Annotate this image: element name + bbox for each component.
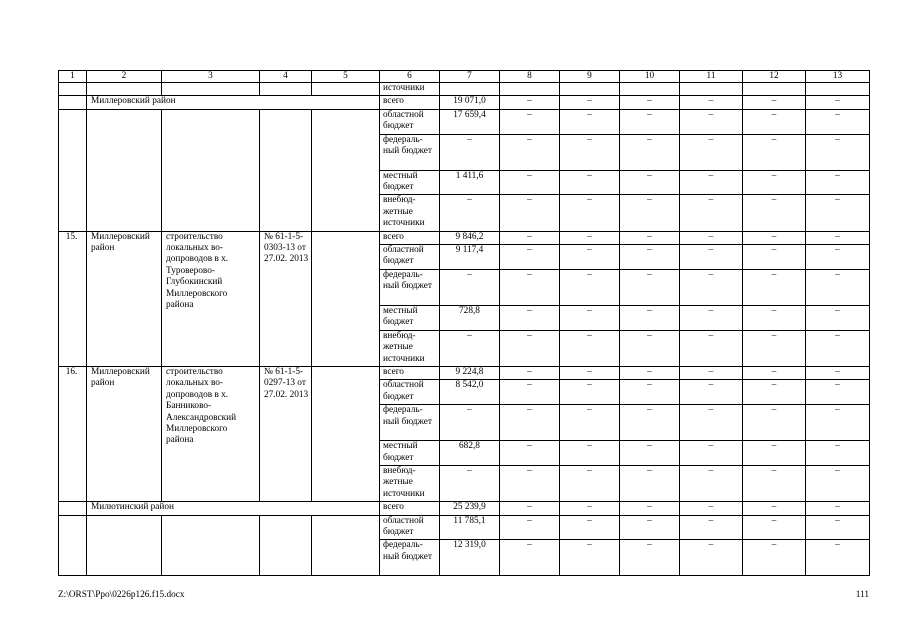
dash-cell: – (500, 441, 560, 466)
dash-cell: – (500, 231, 560, 244)
indicator-cell: областной бюджет (380, 380, 440, 405)
empty-cell (87, 109, 162, 231)
dash-cell: – (560, 170, 620, 195)
amount-cell: 11 785,1 (440, 515, 500, 540)
indicator-cell: источники (380, 83, 440, 96)
dash-cell: – (743, 269, 806, 305)
amount-cell: 1 411,6 (440, 170, 500, 195)
dash-cell: – (743, 465, 806, 501)
empty-cell (312, 366, 380, 501)
indicator-cell: местный бюджет (380, 441, 440, 466)
amount-cell: 12 319,0 (440, 540, 500, 576)
indicator-cell: федераль-ный бюджет (380, 405, 440, 441)
dash-cell: – (680, 231, 743, 244)
dash-cell: – (560, 502, 620, 515)
dash-cell: – (743, 502, 806, 515)
dash-cell: – (743, 305, 806, 330)
dash-cell (620, 83, 680, 96)
dash-cell (560, 83, 620, 96)
column-header: 6 (380, 71, 440, 83)
column-header: 13 (806, 71, 870, 83)
dash-cell: – (560, 330, 620, 366)
dash-cell: – (500, 465, 560, 501)
dash-cell: – (806, 245, 870, 270)
dash-cell: – (806, 109, 870, 134)
empty-cell (59, 83, 87, 96)
amount-cell: 728,8 (440, 305, 500, 330)
indicator-cell: местный бюджет (380, 170, 440, 195)
dash-cell: – (620, 441, 680, 466)
dash-cell: – (500, 170, 560, 195)
empty-cell (312, 515, 380, 576)
dash-cell: – (500, 245, 560, 270)
dash-cell: – (806, 134, 870, 170)
dash-cell: – (620, 465, 680, 501)
dash-cell: – (743, 96, 806, 109)
dash-cell: – (806, 380, 870, 405)
dash-cell (806, 83, 870, 96)
dash-cell: – (743, 441, 806, 466)
dash-cell: – (806, 231, 870, 244)
dash-cell: – (620, 380, 680, 405)
district-cell: Миллеровский район (87, 366, 162, 501)
row-number: 16. (59, 366, 87, 501)
dash-cell: – (680, 170, 743, 195)
district-name: Милютинский район (87, 502, 312, 515)
indicator-cell: всего (380, 366, 440, 379)
dash-cell: – (500, 502, 560, 515)
dash-cell: – (680, 109, 743, 134)
dash-cell: – (806, 465, 870, 501)
dash-cell: – (500, 405, 560, 441)
dash-cell: – (743, 405, 806, 441)
dash-cell: – (500, 366, 560, 379)
column-header: 3 (162, 71, 260, 83)
file-path: Z:\ORST\Ppo\0226p126.f15.docx (58, 590, 185, 600)
amount-cell: – (440, 465, 500, 501)
amount-cell: 9 846,2 (440, 231, 500, 244)
dash-cell: – (806, 540, 870, 576)
dash-cell: – (806, 96, 870, 109)
column-header: 11 (680, 71, 743, 83)
column-header: 8 (500, 71, 560, 83)
dash-cell: – (743, 245, 806, 270)
dash-cell: – (743, 515, 806, 540)
dash-cell: – (500, 515, 560, 540)
column-header: 12 (743, 71, 806, 83)
dash-cell: – (680, 330, 743, 366)
dash-cell: – (680, 269, 743, 305)
dash-cell: – (806, 502, 870, 515)
dash-cell: – (620, 540, 680, 576)
amount-cell: – (440, 269, 500, 305)
dash-cell: – (560, 515, 620, 540)
dash-cell: – (500, 96, 560, 109)
dash-cell: – (620, 195, 680, 231)
dash-cell: – (500, 380, 560, 405)
dash-cell: – (743, 170, 806, 195)
dash-cell: – (680, 305, 743, 330)
dash-cell: – (560, 245, 620, 270)
dash-cell (680, 83, 743, 96)
dash-cell: – (806, 195, 870, 231)
empty-cell (87, 83, 162, 96)
column-header: 10 (620, 71, 680, 83)
empty-cell (87, 515, 162, 576)
dash-cell: – (560, 269, 620, 305)
table-row (59, 502, 870, 515)
amount-cell: 682,8 (440, 441, 500, 466)
dash-cell: – (620, 245, 680, 270)
row-number: 15. (59, 231, 87, 366)
empty-cell (260, 109, 312, 231)
empty-cell (59, 502, 87, 515)
dash-cell: – (680, 502, 743, 515)
table-row (59, 366, 870, 379)
dash-cell: – (560, 195, 620, 231)
dash-cell: – (680, 540, 743, 576)
empty-cell (312, 83, 380, 96)
dash-cell: – (620, 366, 680, 379)
page-number: 111 (855, 590, 869, 600)
amount-cell: – (440, 195, 500, 231)
dash-cell: – (500, 305, 560, 330)
column-header: 7 (440, 71, 500, 83)
district-name: Миллеровский район (87, 96, 312, 109)
indicator-cell: внебюд-жетные источники (380, 195, 440, 231)
dash-cell: – (560, 405, 620, 441)
empty-cell (59, 96, 87, 109)
indicator-cell: федераль-ный бюджет (380, 269, 440, 305)
empty-cell (162, 83, 260, 96)
dash-cell: – (680, 195, 743, 231)
dash-cell: – (620, 330, 680, 366)
dash-cell: – (620, 305, 680, 330)
table-row (59, 231, 870, 244)
dash-cell: – (560, 441, 620, 466)
dash-cell: – (680, 366, 743, 379)
dash-cell: – (806, 305, 870, 330)
dash-cell: – (806, 330, 870, 366)
dash-cell: – (500, 134, 560, 170)
indicator-cell: областной бюджет (380, 515, 440, 540)
empty-cell (162, 109, 260, 231)
amount-cell: 19 071,0 (440, 96, 500, 109)
indicator-cell: всего (380, 231, 440, 244)
dash-cell: – (500, 195, 560, 231)
dash-cell: – (680, 465, 743, 501)
dash-cell: – (500, 109, 560, 134)
column-header: 4 (260, 71, 312, 83)
object-description: строительство локальных во-допроводов в х. Банниково-Александровский Миллеровского района (162, 366, 260, 501)
dash-cell: – (680, 515, 743, 540)
dash-cell: – (560, 96, 620, 109)
dash-cell: – (620, 405, 680, 441)
dash-cell (743, 83, 806, 96)
indicator-cell: федераль-ный бюджет (380, 540, 440, 576)
dash-cell: – (560, 134, 620, 170)
indicator-cell: местный бюджет (380, 305, 440, 330)
dash-cell: – (806, 170, 870, 195)
dash-cell: – (560, 366, 620, 379)
dash-cell: – (806, 405, 870, 441)
document-number: № 61-1-5-0297-13 от 27.02. 2013 (260, 366, 312, 501)
dash-cell: – (620, 170, 680, 195)
dash-cell: – (680, 441, 743, 466)
table-row (59, 109, 870, 134)
indicator-cell: всего (380, 96, 440, 109)
dash-cell: – (560, 109, 620, 134)
dash-cell: – (680, 405, 743, 441)
amount-cell: – (440, 134, 500, 170)
dash-cell: – (743, 366, 806, 379)
indicator-cell: областной бюджет (380, 245, 440, 270)
amount-cell (440, 83, 500, 96)
amount-cell: 17 659,4 (440, 109, 500, 134)
amount-cell: – (440, 405, 500, 441)
indicator-cell: всего (380, 502, 440, 515)
dash-cell: – (560, 465, 620, 501)
amount-cell: – (440, 330, 500, 366)
dash-cell: – (620, 515, 680, 540)
dash-cell: – (806, 366, 870, 379)
dash-cell: – (500, 540, 560, 576)
empty-cell (312, 109, 380, 231)
indicator-cell: федераль-ный бюджет (380, 134, 440, 170)
empty-cell (59, 515, 87, 576)
object-description: строительство локальных во-допроводов в х. Туроверово-Глубокинский Миллеровского района (162, 231, 260, 366)
dash-cell: – (680, 245, 743, 270)
dash-cell: – (743, 380, 806, 405)
dash-cell: – (620, 231, 680, 244)
column-header: 1 (59, 71, 87, 83)
dash-cell (500, 83, 560, 96)
amount-cell: 8 542,0 (440, 380, 500, 405)
amount-cell: 9 224,8 (440, 366, 500, 379)
dash-cell: – (680, 380, 743, 405)
header-row (59, 71, 870, 83)
indicator-cell: внебюд-жетные источники (380, 330, 440, 366)
dash-cell: – (680, 134, 743, 170)
dash-cell: – (620, 96, 680, 109)
budget-table (58, 70, 870, 576)
empty-cell (312, 502, 380, 515)
dash-cell: – (500, 269, 560, 305)
dash-cell: – (560, 380, 620, 405)
dash-cell: – (560, 540, 620, 576)
dash-cell: – (806, 441, 870, 466)
amount-cell: 25 239,9 (440, 502, 500, 515)
indicator-cell: внебюд-жетные источники (380, 465, 440, 501)
empty-cell (312, 96, 380, 109)
dash-cell: – (806, 269, 870, 305)
dash-cell: – (743, 540, 806, 576)
indicator-cell: областной бюджет (380, 109, 440, 134)
dash-cell: – (620, 134, 680, 170)
empty-cell (260, 515, 312, 576)
dash-cell: – (620, 502, 680, 515)
dash-cell: – (620, 269, 680, 305)
amount-cell: 9 117,4 (440, 245, 500, 270)
empty-cell (312, 231, 380, 366)
district-cell: Миллеровский район (87, 231, 162, 366)
dash-cell: – (743, 109, 806, 134)
table-row (59, 83, 870, 96)
table-row (59, 515, 870, 540)
dash-cell: – (743, 231, 806, 244)
column-header: 9 (560, 71, 620, 83)
table-row (59, 96, 870, 109)
empty-cell (260, 83, 312, 96)
empty-cell (59, 109, 87, 231)
dash-cell: – (743, 330, 806, 366)
dash-cell: – (743, 134, 806, 170)
dash-cell: – (560, 231, 620, 244)
dash-cell: – (560, 305, 620, 330)
dash-cell: – (620, 109, 680, 134)
empty-cell (162, 515, 260, 576)
document-number: № 61-1-5-0303-13 от 27.02. 2013 (260, 231, 312, 366)
dash-cell: – (500, 330, 560, 366)
dash-cell: – (743, 195, 806, 231)
column-header: 2 (87, 71, 162, 83)
dash-cell: – (806, 515, 870, 540)
column-header: 5 (312, 71, 380, 83)
dash-cell: – (680, 96, 743, 109)
